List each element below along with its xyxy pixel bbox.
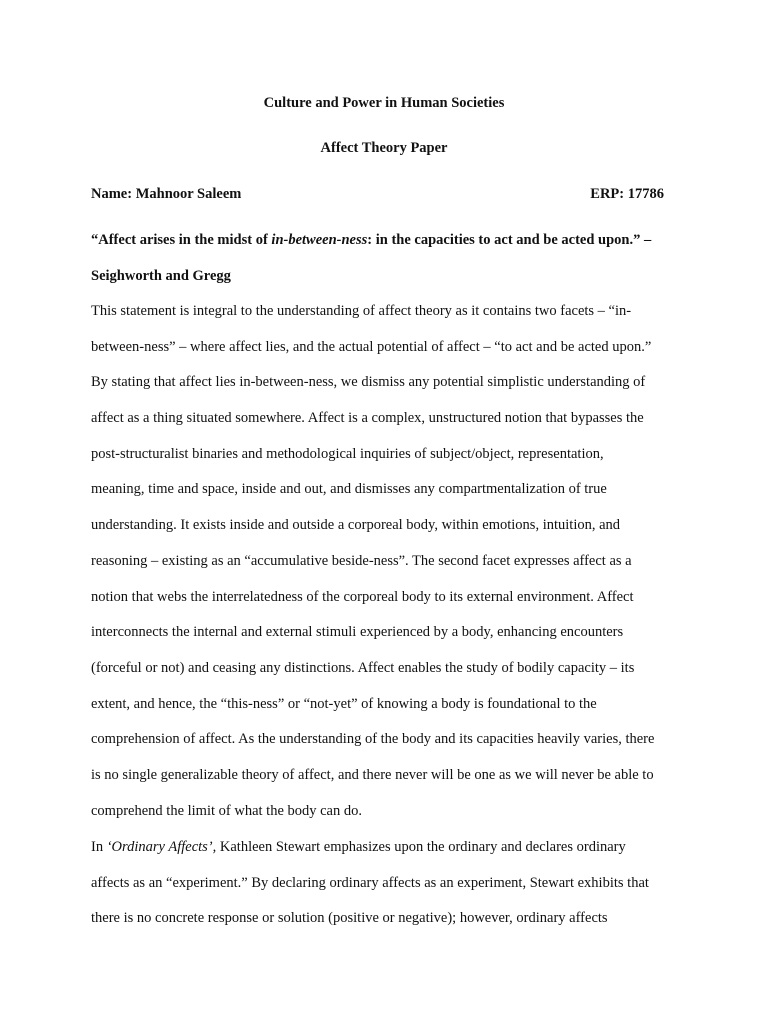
- paragraph-1-line: comprehend the limit of what the body can do.: [91, 802, 362, 819]
- paragraph-1-line: notion that webs the interrelatedness of the corporeal body to its external environment. Affect: [91, 588, 634, 605]
- paragraph-1-line: post-structuralist binaries and methodological inquiries of subject/object, representation,: [91, 445, 604, 462]
- paragraph-1-line: reasoning – existing as an “accumulative beside-ness”. The second facet expresses affect as a: [91, 552, 632, 569]
- paragraph-1-line: (forceful or not) and ceasing any distinctions. Affect enables the study of bodily capacity – its: [91, 659, 635, 676]
- quote-line-1: “Affect arises in the midst of in-between-ness: in the capacities to act and be acted upon.” –: [91, 232, 652, 248]
- paragraph-2-line-1: In ‘Ordinary Affects’, Kathleen Stewart emphasizes upon the ordinary and declares ordinary: [91, 839, 626, 855]
- erp-number: ERP: 17786: [590, 186, 664, 202]
- paper-title: Affect Theory Paper: [320, 140, 448, 156]
- paragraph-1-line: between-ness” – where affect lies, and the actual potential of affect – “to act and be acted upon.”: [91, 338, 652, 355]
- paragraph-2-line: there is no concrete response or solution (positive or negative); however, ordinary affects: [91, 910, 608, 927]
- author-name: Name: Mahnoor Saleem: [91, 186, 242, 202]
- paragraph-2-line: affects as an “experiment.” By declaring ordinary affects as an experiment, Stewart exhibits that: [91, 874, 649, 891]
- course-title: Culture and Power in Human Societies: [263, 95, 505, 111]
- paragraph-1-line: comprehension of affect. As the understanding of the body and its capacities heavily varies, there: [91, 731, 655, 748]
- paragraph-1-line: By stating that affect lies in-between-ness, we dismiss any potential simplistic understanding of: [91, 374, 646, 391]
- paragraph-1-line: understanding. It exists inside and outside a corporeal body, within emotions, intuition, and: [91, 517, 621, 534]
- paragraph-1-line: interconnects the internal and external stimuli experienced by a body, enhancing encounters: [91, 624, 624, 641]
- paragraph-1-line: affect as a thing situated somewhere. Affect is a complex, unstructured notion that bypasses the: [91, 410, 644, 427]
- epigraph-quote: [91, 230, 681, 301]
- author-row: [91, 184, 664, 204]
- paragraph-1-line: meaning, time and space, inside and out, and dismisses any compartmentalization of true: [91, 481, 607, 498]
- paragraph-2: [91, 837, 681, 944]
- paragraph-1-line: extent, and hence, the “this-ness” or “not-yet” of knowing a body is foundational to the: [91, 695, 597, 712]
- paragraph-1: [91, 301, 681, 836]
- paragraph-1-line: This statement is integral to the understanding of affect theory as it contains two facets – “in-: [91, 303, 632, 319]
- quote-line-2: Seighworth and Gregg: [91, 267, 231, 284]
- paragraph-1-line: is no single generalizable theory of affect, and there never will be one as we will never be able to: [91, 766, 654, 783]
